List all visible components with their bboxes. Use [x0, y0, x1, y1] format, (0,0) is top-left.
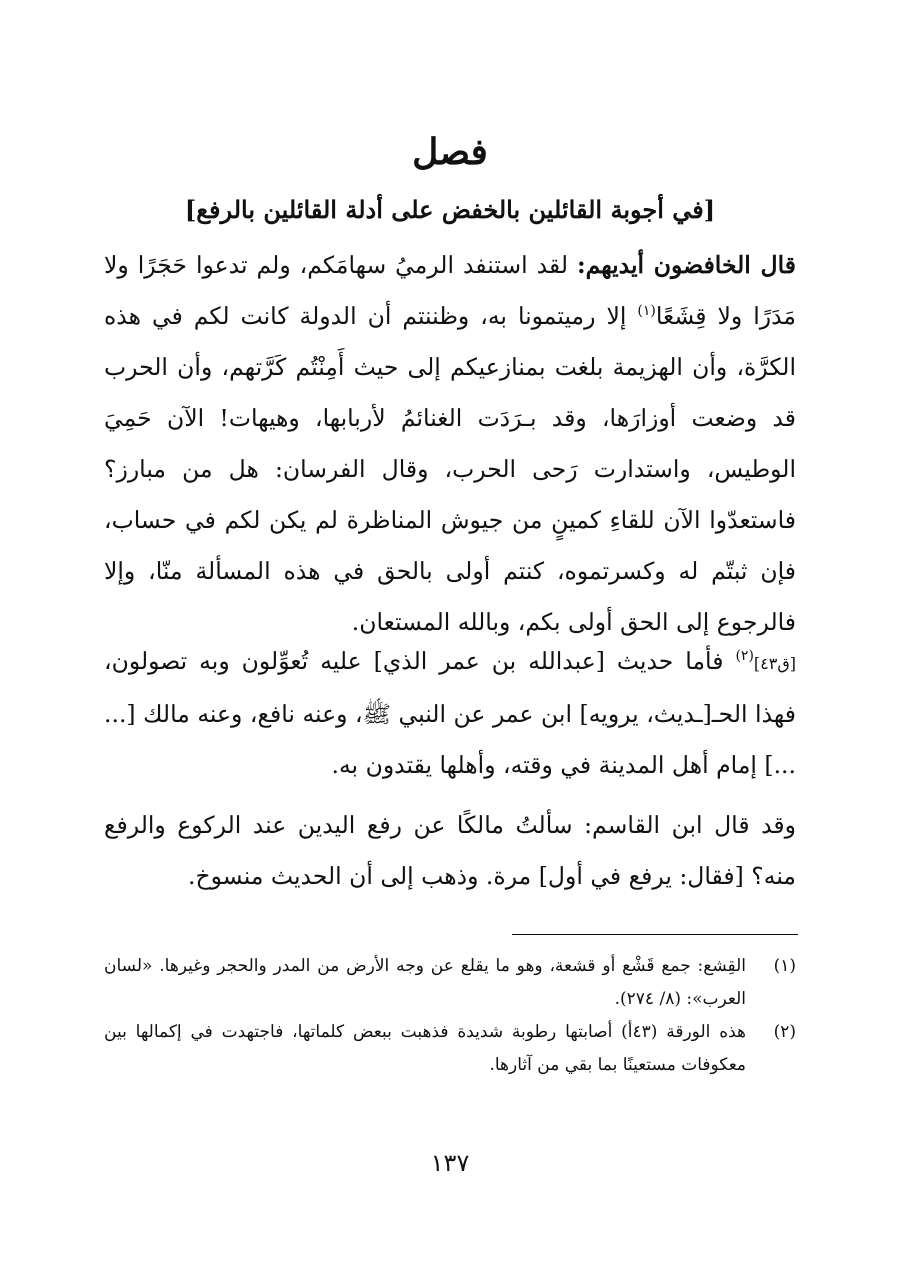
footnotes	[104, 950, 796, 1082]
section-subtitle: [في أجوبة القائلين بالخفض على أدلة القائلين بالرفع]	[184, 195, 716, 224]
footnote-ref-2: (٢)	[735, 648, 754, 665]
paragraph-3-text: وقد قال ابن القاسم: سألتُ مالكًا عن رفع اليدين عند الركوع والرفع منه؟ [فقال: يرفع في أول] مرة. وذهب إلى أن الحديث منسوخ.	[104, 811, 796, 890]
paragraph-1-text-b: إلا رميتمونا به، وظننتم أن الدولة كانت لكم في هذه الكرَّة، وأن الهزيمة بلغت بمنازعيكم إلى حيث أَمِنْتُم كَرَّتهم، وأن الحرب قد وضعت أوزارَها، وقد بـرَدَت الغنائمُ لأربابها، وهيهات! الآن حَمِيَ الوطيس، واستدارت رَحى الحرب، وقال الفرسان: هل من مبارز؟ فاستعدّوا الآن للقاءِ كمينٍ من جيوش المناظرة لم يكن لكم في حساب، فإن ثبتّم له وكسرتموه، كنتم أولى بالحق في هذه المسألة منّا، وإلا فالرجوع إلى الحق أولى بكم، وبالله المستعان.	[104, 302, 796, 636]
footnote-2-text: هذه الورقة (٤٣أ) أصابتها رطوبة شديدة فذهبت ببعض كلماتها، فاجتهدت في إكمالها بين معكوفات مستعينًا بما بقي من آثارها.	[104, 1022, 746, 1075]
footnote-divider	[512, 934, 798, 935]
footnote-1-number: (١)	[773, 956, 796, 976]
paragraph-3	[104, 800, 796, 902]
paragraph-2-text: فأما حديث [عبدالله بن عمر الذي] عليه تُعوِّلون وبه تصولون، فهذا الحـ[ـديث، يرويه] ابن عمر عن النبي ﷺ، وعنه نافع، وعنه مالك [... ...] إمام أهل المدينة في وقته، وأهلها يقتدون به.	[104, 647, 796, 779]
footnote-2	[104, 1016, 796, 1082]
footnote-ref-1: (١)	[637, 303, 656, 320]
paragraph-1-lead: قال الخافضون أيديهم:	[576, 251, 796, 279]
folio-marker: [ق٤٣]	[753, 654, 796, 673]
footnote-2-number: (٢)	[773, 1022, 796, 1042]
section-title: فصل	[412, 131, 488, 173]
paragraph-1-text-a: لقد استنفد الرميُ سهامَكم، ولم تدعوا حَجَرًا ولا مَدَرًا ولا قِشَعًا	[104, 251, 797, 330]
footnote-1	[104, 950, 796, 1016]
footnote-1-text: القِشع: جمع قَشْع أو قشعة، وهو ما يقلع عن وجه الأرض من المدر والحجر وغيرها. «لسان العرب»: (٨/ ٢٧٤).	[104, 956, 746, 1009]
paragraph-1	[104, 240, 796, 648]
page-number: ١٣٧	[430, 1149, 470, 1177]
paragraph-2	[104, 636, 796, 791]
